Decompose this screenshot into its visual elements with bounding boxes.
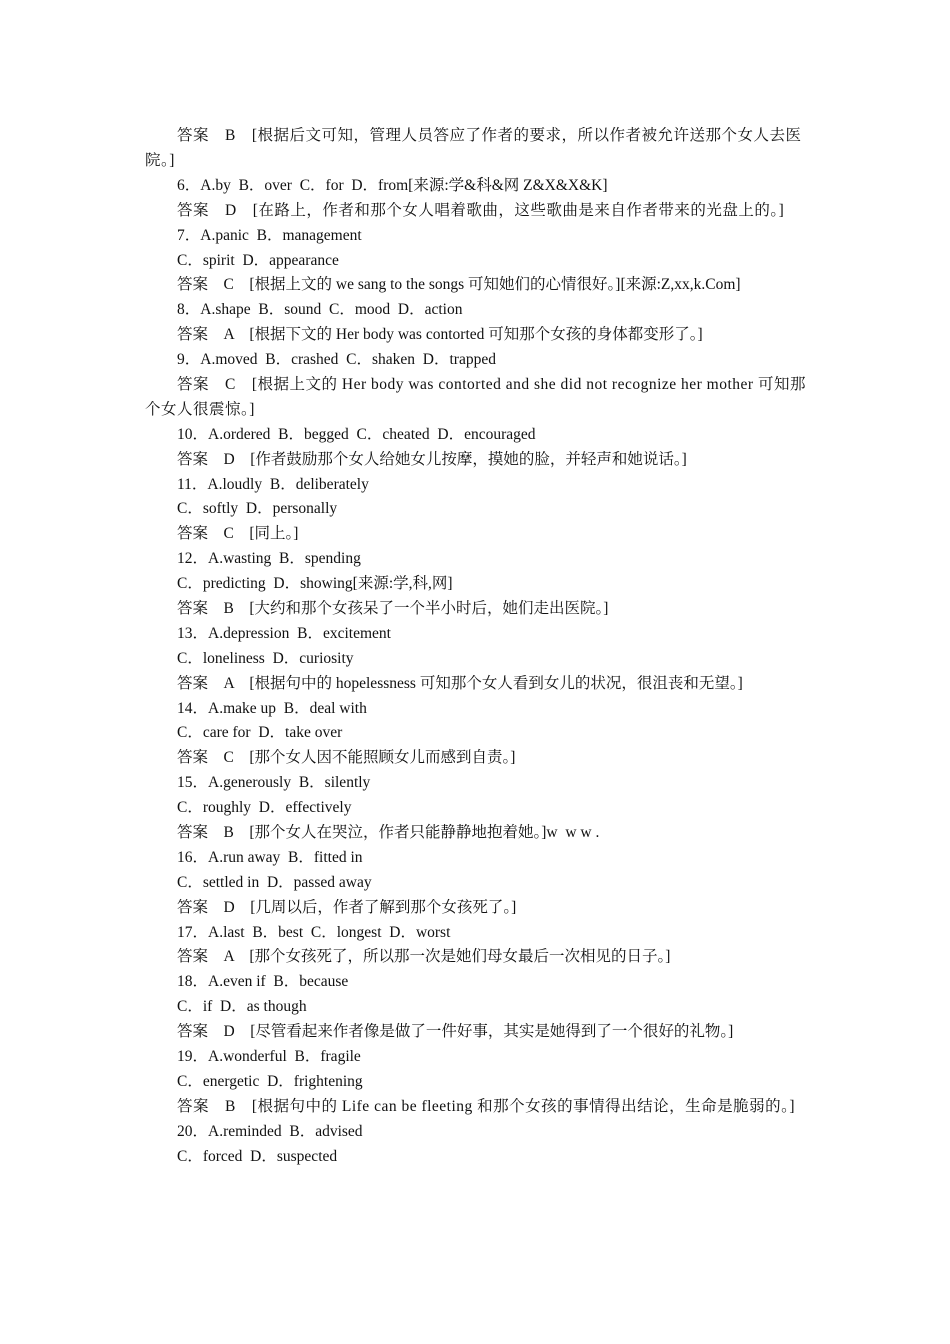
question-options: 12．A.wasting B．spending [177, 550, 361, 568]
answer-explanation: 答案 C [根据上文的 we sang to the songs 可知她们的心情很好。][来源:Z,xx,k.Com] [177, 276, 741, 294]
answer-explanation: 答案 C [那个女人因不能照顾女儿而感到自责。] [177, 749, 516, 767]
question-options: 6．A.by B．over C．for D．from[来源:学&科&网 Z&X&X&K] [177, 176, 608, 194]
question-options-continued: C．settled in D．passed away [177, 873, 372, 891]
answer-explanation: 答案 C [同上。] [177, 525, 299, 543]
question-options-continued: C．if D．as though [177, 998, 307, 1016]
answer-explanation: 答案 A [根据句中的 hopelessness 可知那个女人看到女儿的状况，很沮丧和无望。] [177, 674, 743, 692]
answer-explanation: 答案 A [那个女孩死了，所以那一次是她们母女最后一次相见的日子。] [177, 948, 671, 966]
question-options-continued: C．spirit D．appearance [177, 251, 339, 269]
question-options: 9．A.moved B．crashed C．shaken D．trapped [177, 351, 496, 369]
question-options: 7．A.panic B．management [177, 226, 362, 244]
question-options: 15．A.generously B．silently [177, 774, 371, 792]
question-options: 14．A.make up B．deal with [177, 699, 367, 717]
question-options-continued: C．roughly D．effectively [177, 799, 352, 817]
answer-explanation: 答案 B [根据句中的 Life can be fleeting 和那个女孩的事情得出结论，生命是脆弱的。] [177, 1097, 796, 1115]
answer-explanation: 答案 B [那个女人在哭泣，作者只能静静地抱着她。]w w w . [177, 824, 600, 842]
question-options: 13．A.depression B．excitement [177, 624, 391, 642]
question-options-continued: C．care for D．take over [177, 724, 343, 742]
question-options-continued: C．predicting D．showing[来源:学,科,网] [177, 575, 453, 593]
question-options-continued: C．loneliness D．curiosity [177, 649, 354, 667]
question-options-continued: C．forced D．suspected [177, 1147, 338, 1165]
answer-explanation: 答案 D [在路上，作者和那个女人唱着歌曲，这些歌曲是来自作者带来的光盘上的。] [177, 201, 785, 219]
question-options: 18．A.even if B．because [177, 973, 349, 991]
answer-explanation: 答案 C [根据上文的 Her body was contorted and she did not recognize her mother 可知那个女人很震惊。] [145, 375, 806, 418]
answer-explanation: 答案 D [尽管看起来作者像是做了一件好事，其实是她得到了一个很好的礼物。] [177, 1023, 734, 1041]
question-options: 11．A.loudly B．deliberately [177, 475, 369, 493]
question-options: 19．A.wonderful B．fragile [177, 1048, 361, 1066]
question-options: 10．A.ordered B．begged C．cheated D．encouraged [177, 425, 536, 443]
answer-explanation: 答案 B [根据后文可知，管理人员答应了作者的要求，所以作者被允许送那个女人去医院。] [145, 127, 802, 169]
answer-explanation: 答案 D [作者鼓励那个女人给她女儿按摩，摸她的脸，并轻声和她说话。] [177, 450, 687, 468]
answer-explanation: 答案 B [大约和那个女孩呆了一个半小时后，她们走出医院。] [177, 600, 609, 617]
answer-explanation: 答案 A [根据下文的 Her body was contorted 可知那个女孩的身体都变形了。] [177, 326, 703, 344]
answer-explanation: 答案 D [几周以后，作者了解到那个女孩死了。] [177, 898, 517, 916]
question-options: 17．A.last B．best C．longest D．worst [177, 923, 451, 941]
question-options: 16．A.run away B．fitted in [177, 848, 363, 866]
question-options: 20．A.reminded B．advised [177, 1122, 363, 1140]
document-body [145, 124, 810, 1170]
question-options: 8．A.shape B．sound C．mood D．action [177, 301, 463, 319]
question-options-continued: C．energetic D．frightening [177, 1072, 363, 1090]
question-options-continued: C．softly D．personally [177, 500, 338, 518]
